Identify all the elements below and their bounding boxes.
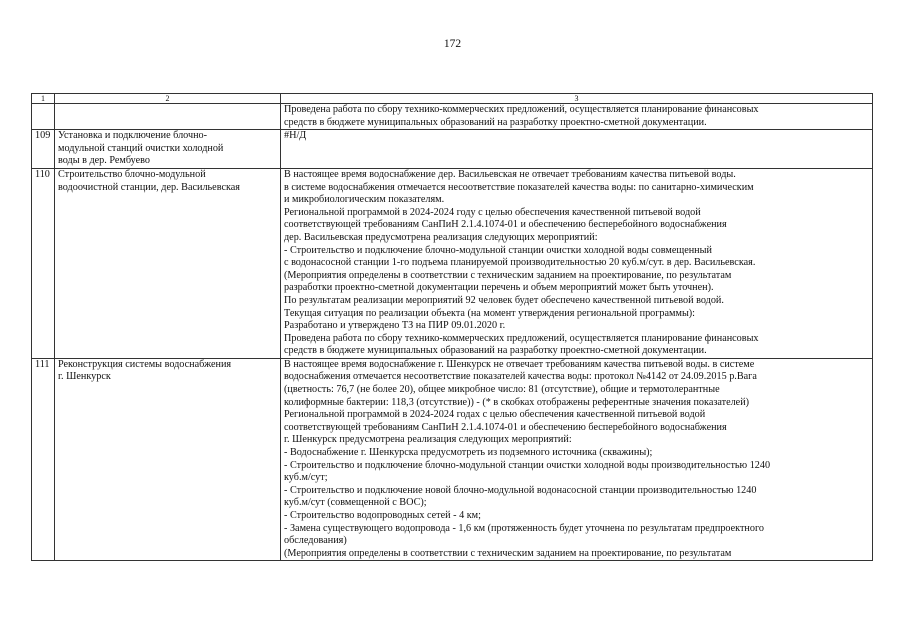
text-line: Текущая ситуация по реализации объекта (на момент утверждения региональной программы): [284,307,696,319]
text-line: колиформные бактерии: 118,3 (отсутствие)) - (* в скобках отображены референтные значения показателей) [284,396,750,408]
column-number-2: 2 [55,94,281,104]
column-number-3: 3 [281,94,873,104]
text-line: в системе водоснабжения отмечается несоответствие показателей качества воды: по санитарно-химическим [284,181,754,193]
continuation-text [281,104,873,130]
text-line: - Водоснабжение г. Шенкурска предусмотреть из подземного источника (скважины); [284,447,653,459]
measures-table [31,93,873,561]
text-line: куб.м/сут (совмещенной с ВОС); [284,497,427,509]
text-line: В настоящее время водоснабжение г. Шенкурск не отвечает требованиям качества питьевой воды. в системе [284,358,755,370]
text-line: - Строительство и подключение новой блочно-модульной водонасосной станции производительностью 1240 [284,484,757,496]
text-line: В настоящее время водоснабжение дер. Васильевская не отвечает требованиям качества питьевой воды. [284,168,736,180]
text-line: разработки проектно-сметной документации перечень и объем мероприятий может быть уточнен). [284,282,714,294]
text-line: воды в дер. Рембуево [58,155,150,167]
text-line: и микробиологическим показателям. [284,194,445,206]
text-line: - Строительство и подключение блочно-модульной станции очистки холодной воды совмещенный [284,244,712,256]
text-line: - Строительство и подключение блочно-модульной станции очистки холодной воды производительностью 1240 [284,459,771,471]
text-line: Строительство блочно-модульной [58,168,206,180]
text-line: Установка и подключение блочно- [58,130,208,142]
text-line: Разработано и утверждено ТЗ на ПИР 09.01.2020 г. [284,320,506,332]
text-line: По результатам реализации мероприятий 92 человек будет обеспечено качественной питьевой водой. [284,294,724,306]
text-line: (Мероприятия определены в соответствии с техническим заданием на проектирование, по результатам [284,269,732,281]
text-line: - Строительство водопроводных сетей - 4 км; [284,510,481,521]
text-line: средств в бюджете муниципальных образований на разработку проектно-сметной документации. [284,116,707,128]
page-number: 172 [443,38,462,50]
text-line: - Замена существующего водопровода - 1,6 км (протяженность будет уточнена по результатам предпроектного [284,522,764,534]
text-line: г. Шенкурск предусмотрена реализация следующих мероприятий: [284,434,572,446]
object-name [55,130,281,169]
object-name [55,358,281,560]
table-row [32,358,873,560]
continuation-row [32,104,873,130]
row-number: 111 [32,358,55,560]
text-line: с водонасосной станции 1-го подъема планируемой производительностью 20 куб.м/сут. в дер. Васильевская. [284,257,756,269]
text-line: соответствующей требованиям СанПиН 2.1.4.1074-01 и обеспечению бесперебойного водоснабжения [284,421,727,433]
object-description [281,358,873,560]
text-line: Реконструкция системы водоснабжения [58,358,232,370]
row-number: 109 [32,130,55,169]
text-line: (Мероприятия определены в соответствии с техническим заданием на проектирование, по результатам [284,547,732,559]
text-line: водоснабжения отмечается несоответствие показателей качества воды: протокол №4142 от 24.09.2015 р.Вага [284,371,757,383]
text-line: соответствующей требованиям СанПиН 2.1.4.1074-01 и обеспечению бесперебойного водоснабжения [284,219,727,231]
row-number: 110 [32,168,55,358]
text-line: средств в бюджете муниципальных образований на разработку проектно-сметной документации. [284,345,707,357]
text-line: Региональной программой в 2024-2024 году с целью обеспечения качественной питьевой водой [284,206,701,218]
text-line: г. Шенкурск [58,371,111,383]
text-line: Проведена работа по сбору технико-коммерческих предложений, осуществляется планирование финансовых [284,332,759,344]
object-name [55,168,281,358]
text-line: Проведена работа по сбору технико-коммерческих предложений, осуществляется планирование финансовых [284,104,759,115]
object-description [281,130,873,169]
object-description [281,168,873,358]
column-number-row [32,94,873,104]
text-line: Региональной программой в 2024-2024 годах с целью обеспечения качественной питьевой водой [284,409,706,421]
text-line: (цветность: 76,7 (не более 20), общее микробное число: 81 (отсутствие), общие и термотолерантные [284,384,720,396]
table-row [32,168,873,358]
text-line: #Н/Д [284,130,307,142]
text-line: обследования) [284,535,347,547]
text-line: куб.м/сут; [284,472,328,484]
column-number-1: 1 [32,94,55,104]
text-line: модульной станций очистки холодной [58,142,224,154]
text-line: дер. Васильевская предусмотрена реализация следующих мероприятий: [284,231,598,243]
text-line: водоочистной станции, дер. Васильевская [58,181,240,193]
table-row [32,130,873,169]
